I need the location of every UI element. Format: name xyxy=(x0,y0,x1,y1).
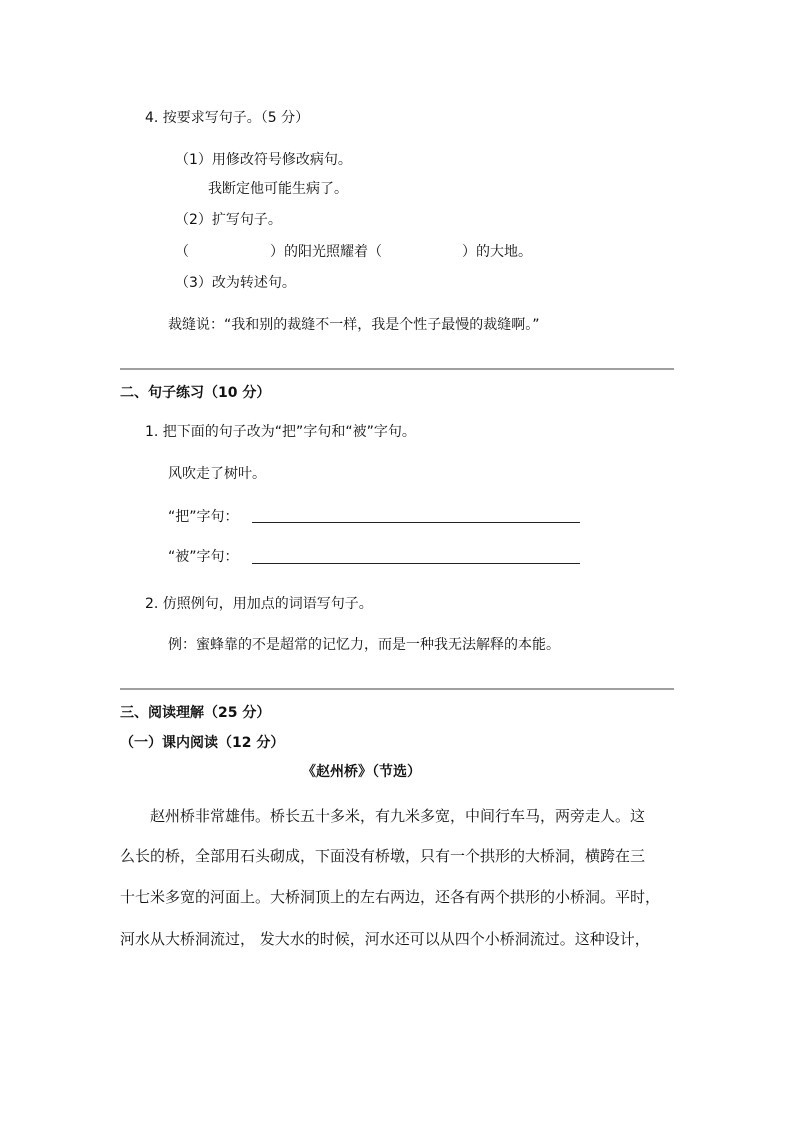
section-2-question-1: 1. 把下面的句子改为“把”字句和“被”字句。 xyxy=(145,424,416,440)
section-2-title: 二、句子练习（10 分） xyxy=(120,385,271,401)
section-3-subsection-1: （一）课内阅读（12 分） xyxy=(120,735,285,751)
section-2-question-1-sentence: 风吹走了树叶。 xyxy=(168,466,266,482)
section-2-question-2: 2. 仿照例句，用加点的词语写句子。 xyxy=(145,596,373,612)
passage-line: 十七米多宽的河面上。大桥洞顶上的左右两边，还各有两个拱形的小桥洞。平时， xyxy=(120,888,661,906)
question-4-item-1: （1）用修改符号修改病句。 xyxy=(175,152,352,168)
bei-sentence-label: “被”字句： xyxy=(168,549,239,565)
passage-line: 么长的桥，全部用石头砌成，下面没有桥墩，只有一个拱形的大桥洞，横跨在三 xyxy=(120,847,646,865)
section-divider xyxy=(120,688,674,690)
passage-line: 河水从大桥洞流过， 发大水的时候，河水还可以从四个小桥洞流过。这种设计， xyxy=(120,930,650,948)
question-4-heading: 4. 按要求写句子。（5 分） xyxy=(145,110,310,126)
question-4-item-3-sentence: 裁缝说：“我和别的裁缝不一样，我是个性子最慢的裁缝啊。” xyxy=(168,317,540,333)
blank-1-close-text: ）的阳光照耀着（ xyxy=(270,244,382,260)
question-4-item-3: （3）改为转述句。 xyxy=(175,275,296,291)
ba-sentence-answer-line[interactable] xyxy=(252,522,580,523)
passage-line: 赵州桥非常雄伟。桥长五十多米，有九米多宽，中间行车马，两旁走人。这 xyxy=(150,807,646,825)
section-3-title: 三、阅读理解（25 分） xyxy=(120,705,271,721)
section-2-question-2-example: 例：蜜蜂靠的不是超常的记忆力，而是一种我无法解释的本能。 xyxy=(168,637,560,653)
ba-sentence-label: “把”字句： xyxy=(168,509,239,525)
passage-title: 《赵州桥》（节选） xyxy=(302,764,421,780)
bei-sentence-answer-line[interactable] xyxy=(252,563,580,564)
section-divider xyxy=(120,368,674,370)
blank-2-close-text: ）的大地。 xyxy=(462,244,532,260)
blank-1-open-paren: （ xyxy=(175,244,189,260)
question-4-item-1-sentence: 我断定他可能生病了。 xyxy=(208,181,348,197)
question-4-item-2: （2）扩写句子。 xyxy=(175,212,282,228)
